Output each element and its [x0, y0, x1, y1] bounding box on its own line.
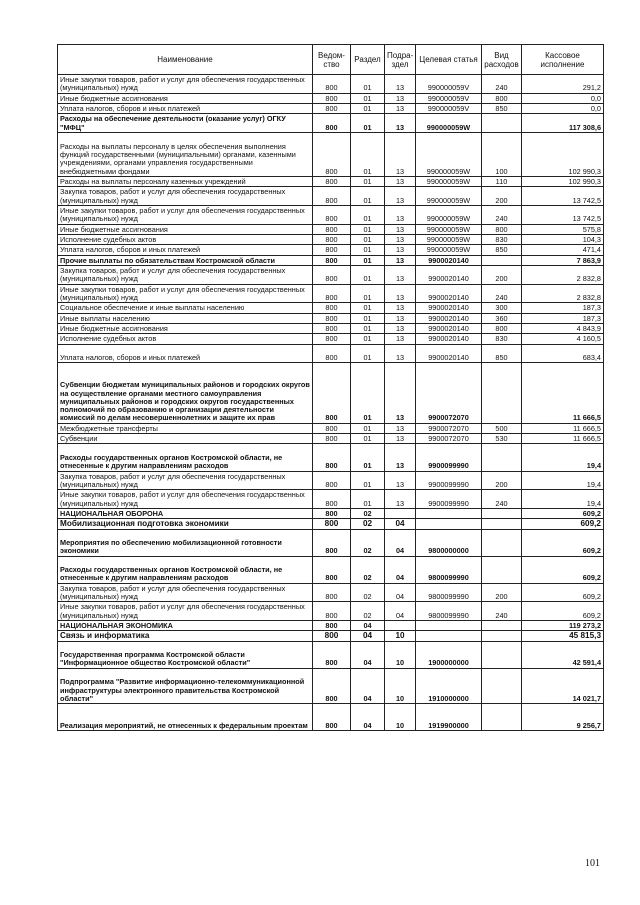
row-section: 04 — [351, 621, 385, 631]
row-subsection: 13 — [385, 176, 416, 186]
table-row — [58, 303, 604, 313]
row-section: 01 — [351, 344, 385, 363]
row-subsection: 04 — [385, 519, 416, 529]
row-subsection: 13 — [385, 205, 416, 224]
table-row — [58, 234, 604, 244]
row-expense-type — [482, 556, 522, 583]
row-target-article: 990000059W — [416, 176, 482, 186]
row-name: Связь и информатика — [58, 631, 313, 641]
row-target-article: 9900099990 — [416, 444, 482, 471]
row-expense-type: 850 — [482, 344, 522, 363]
row-subsection: 13 — [385, 444, 416, 471]
row-execution: 117 308,6 — [522, 114, 604, 133]
row-section: 04 — [351, 668, 385, 703]
row-expense-type — [482, 508, 522, 518]
row-execution: 19,4 — [522, 471, 604, 490]
row-dept: 800 — [313, 75, 351, 94]
row-execution: 19,4 — [522, 490, 604, 509]
row-name: Расходы на выплаты персоналу казенных учреждений — [58, 176, 313, 186]
row-expense-type: 500 — [482, 423, 522, 433]
row-section: 01 — [351, 104, 385, 114]
row-execution: 609,2 — [522, 556, 604, 583]
row-target-article: 9900099990 — [416, 490, 482, 509]
table-row — [58, 583, 604, 602]
row-section: 01 — [351, 434, 385, 444]
row-target-article: 9900072070 — [416, 423, 482, 433]
row-target-article: 9800000000 — [416, 529, 482, 556]
row-dept: 800 — [313, 344, 351, 363]
row-section: 01 — [351, 93, 385, 103]
row-expense-type: 830 — [482, 234, 522, 244]
table-row — [58, 621, 604, 631]
row-execution: 609,2 — [522, 529, 604, 556]
row-dept: 800 — [313, 224, 351, 234]
table-row — [58, 245, 604, 255]
row-target-article: 990000059W — [416, 205, 482, 224]
row-dept: 800 — [313, 133, 351, 177]
row-section: 01 — [351, 444, 385, 471]
row-expense-type: 200 — [482, 583, 522, 602]
row-name: НАЦИОНАЛЬНАЯ ЭКОНОМИКА — [58, 621, 313, 631]
row-name: Прочие выплаты по обязательствам Костромской области — [58, 255, 313, 265]
row-target-article: 9900020140 — [416, 303, 482, 313]
table-row — [58, 104, 604, 114]
row-name: Исполнение судебных актов — [58, 234, 313, 244]
table-row — [58, 490, 604, 509]
table-row — [58, 75, 604, 94]
row-expense-type — [482, 668, 522, 703]
row-expense-type: 240 — [482, 602, 522, 621]
row-target-article: 9900020140 — [416, 265, 482, 284]
table-row — [58, 187, 604, 206]
row-dept: 800 — [313, 704, 351, 731]
row-name: Субвенции бюджетам муниципальных районов и городских округов на осуществление органами местного самоуправления муниципальных районов и городских округов государственных полномочий по образованию и организации деятельности комиссий по делам несовершеннолетних и защите их прав — [58, 363, 313, 423]
row-name: Уплата налогов, сборов и иных платежей — [58, 104, 313, 114]
row-subsection: 13 — [385, 114, 416, 133]
row-target-article: 990000059W — [416, 224, 482, 234]
table-row — [58, 344, 604, 363]
row-expense-type — [482, 114, 522, 133]
table-row — [58, 444, 604, 471]
row-section: 01 — [351, 133, 385, 177]
row-expense-type: 240 — [482, 284, 522, 303]
row-subsection: 13 — [385, 104, 416, 114]
row-dept: 800 — [313, 334, 351, 344]
row-name: Иные бюджетные ассигнования — [58, 93, 313, 103]
row-name: Иные бюджетные ассигнования — [58, 323, 313, 333]
row-dept: 800 — [313, 583, 351, 602]
row-expense-type — [482, 363, 522, 423]
row-name: Реализация мероприятий, не отнесенных к федеральным проектам — [58, 704, 313, 731]
table-row — [58, 434, 604, 444]
row-dept: 800 — [313, 187, 351, 206]
row-section: 01 — [351, 334, 385, 344]
row-section: 01 — [351, 245, 385, 255]
row-section: 01 — [351, 205, 385, 224]
row-execution: 187,3 — [522, 313, 604, 323]
row-execution: 609,2 — [522, 583, 604, 602]
row-dept: 800 — [313, 265, 351, 284]
row-expense-type: 830 — [482, 334, 522, 344]
table-row — [58, 265, 604, 284]
row-subsection: 13 — [385, 344, 416, 363]
row-subsection: 10 — [385, 704, 416, 731]
row-subsection: 04 — [385, 583, 416, 602]
row-subsection: 13 — [385, 93, 416, 103]
row-name: Социальное обеспечение и иные выплаты населению — [58, 303, 313, 313]
row-target-article: 990000059V — [416, 75, 482, 94]
row-subsection: 10 — [385, 631, 416, 641]
row-dept: 800 — [313, 303, 351, 313]
row-execution: 102 990,3 — [522, 133, 604, 177]
row-section: 01 — [351, 265, 385, 284]
row-execution: 609,2 — [522, 508, 604, 518]
row-name: Уплата налогов, сборов и иных платежей — [58, 245, 313, 255]
budget-table-sheet — [57, 44, 603, 731]
table-header — [58, 45, 604, 75]
table-row — [58, 284, 604, 303]
row-target-article: 9900020140 — [416, 323, 482, 333]
table-row — [58, 471, 604, 490]
row-name: Мобилизационная подготовка экономики — [58, 519, 313, 529]
row-target-article: 9800099990 — [416, 583, 482, 602]
row-section: 01 — [351, 284, 385, 303]
table-row — [58, 224, 604, 234]
row-dept: 800 — [313, 93, 351, 103]
table-row — [58, 114, 604, 133]
row-dept: 800 — [313, 631, 351, 641]
row-dept: 800 — [313, 641, 351, 668]
row-subsection: 13 — [385, 313, 416, 323]
row-section: 01 — [351, 187, 385, 206]
row-execution: 11 666,5 — [522, 363, 604, 423]
row-dept: 800 — [313, 602, 351, 621]
page-number: 101 — [585, 858, 600, 869]
table-row — [58, 176, 604, 186]
row-execution: 471,4 — [522, 245, 604, 255]
row-name: Иные закупки товаров, работ и услуг для обеспечения государственных (муниципальных) нужд — [58, 490, 313, 509]
table-row — [58, 323, 604, 333]
row-execution: 14 021,7 — [522, 668, 604, 703]
row-expense-type: 800 — [482, 224, 522, 234]
row-expense-type — [482, 631, 522, 641]
row-dept: 800 — [313, 621, 351, 631]
row-target-article: 9900072070 — [416, 434, 482, 444]
row-subsection: 13 — [385, 234, 416, 244]
row-dept: 800 — [313, 423, 351, 433]
row-name: Мероприятия по обеспечению мобилизационной готовности экономики — [58, 529, 313, 556]
row-name: Закупка товаров, работ и услуг для обеспечения государственных (муниципальных) нужд — [58, 583, 313, 602]
row-execution: 2 832,8 — [522, 265, 604, 284]
row-name: Закупка товаров, работ и услуг для обеспечения государственных (муниципальных) нужд — [58, 265, 313, 284]
row-dept: 800 — [313, 490, 351, 509]
row-execution: 11 666,5 — [522, 423, 604, 433]
row-section: 02 — [351, 529, 385, 556]
row-target-article: 990000059W — [416, 187, 482, 206]
budget-table — [57, 44, 604, 731]
row-target-article: 9900099990 — [416, 471, 482, 490]
row-target-article: 9800099990 — [416, 556, 482, 583]
row-expense-type: 240 — [482, 205, 522, 224]
table-row — [58, 313, 604, 323]
table-row — [58, 363, 604, 423]
row-expense-type: 360 — [482, 313, 522, 323]
row-target-article: 990000059V — [416, 104, 482, 114]
row-execution: 187,3 — [522, 303, 604, 313]
row-subsection: 13 — [385, 323, 416, 333]
row-execution: 4 843,9 — [522, 323, 604, 333]
row-dept: 800 — [313, 556, 351, 583]
row-target-article: 990000059W — [416, 114, 482, 133]
row-target-article: 1900000000 — [416, 641, 482, 668]
row-subsection: 13 — [385, 245, 416, 255]
row-subsection: 13 — [385, 334, 416, 344]
row-section: 01 — [351, 313, 385, 323]
row-execution: 13 742,5 — [522, 187, 604, 206]
col-header-dept: Ведом-ство — [313, 45, 351, 75]
row-subsection: 13 — [385, 284, 416, 303]
row-name: Иные бюджетные ассигнования — [58, 224, 313, 234]
row-dept: 800 — [313, 176, 351, 186]
row-expense-type — [482, 641, 522, 668]
row-section: 02 — [351, 508, 385, 518]
row-section: 04 — [351, 704, 385, 731]
row-dept: 800 — [313, 205, 351, 224]
row-section: 01 — [351, 471, 385, 490]
row-name: Закупка товаров, работ и услуг для обеспечения государственных (муниципальных) нужд — [58, 187, 313, 206]
row-subsection: 13 — [385, 75, 416, 94]
row-execution: 13 742,5 — [522, 205, 604, 224]
row-execution: 609,2 — [522, 519, 604, 529]
row-subsection: 04 — [385, 529, 416, 556]
row-dept: 800 — [313, 529, 351, 556]
row-section: 04 — [351, 631, 385, 641]
col-header-name: Наименование — [58, 45, 313, 75]
row-name: Межбюджетные трансферты — [58, 423, 313, 433]
row-subsection: 13 — [385, 471, 416, 490]
row-name: НАЦИОНАЛЬНАЯ ОБОРОНА — [58, 508, 313, 518]
row-target-article: 9900020140 — [416, 344, 482, 363]
table-row — [58, 133, 604, 177]
table-row — [58, 255, 604, 265]
row-section: 01 — [351, 224, 385, 234]
row-section: 01 — [351, 176, 385, 186]
row-dept: 800 — [313, 284, 351, 303]
row-name: Расходы государственных органов Костромской области, не отнесенные к другим направлениям расходов — [58, 556, 313, 583]
row-name: Иные закупки товаров, работ и услуг для обеспечения государственных (муниципальных) нужд — [58, 205, 313, 224]
row-section: 01 — [351, 490, 385, 509]
row-section: 01 — [351, 234, 385, 244]
row-subsection — [385, 508, 416, 518]
row-target-article: 990000059W — [416, 234, 482, 244]
row-section: 01 — [351, 303, 385, 313]
row-name: Иные закупки товаров, работ и услуг для обеспечения государственных (муниципальных) нужд — [58, 284, 313, 303]
row-dept: 800 — [313, 245, 351, 255]
row-execution: 683,4 — [522, 344, 604, 363]
row-dept: 800 — [313, 313, 351, 323]
row-name: Закупка товаров, работ и услуг для обеспечения государственных (муниципальных) нужд — [58, 471, 313, 490]
row-dept: 800 — [313, 104, 351, 114]
col-header-target-article: Целевая статья — [416, 45, 482, 75]
row-dept: 800 — [313, 234, 351, 244]
row-subsection: 13 — [385, 224, 416, 234]
row-section: 01 — [351, 114, 385, 133]
row-expense-type: 850 — [482, 104, 522, 114]
row-name: Субвенции — [58, 434, 313, 444]
row-dept: 800 — [313, 444, 351, 471]
table-row — [58, 556, 604, 583]
row-expense-type: 800 — [482, 93, 522, 103]
row-expense-type — [482, 704, 522, 731]
row-subsection: 13 — [385, 133, 416, 177]
row-target-article: 1919900000 — [416, 704, 482, 731]
row-expense-type: 200 — [482, 265, 522, 284]
row-execution: 102 990,3 — [522, 176, 604, 186]
row-subsection: 10 — [385, 668, 416, 703]
row-execution: 4 160,5 — [522, 334, 604, 344]
row-dept: 800 — [313, 471, 351, 490]
row-expense-type: 200 — [482, 187, 522, 206]
row-expense-type: 110 — [482, 176, 522, 186]
row-dept: 800 — [313, 434, 351, 444]
table-row — [58, 631, 604, 641]
row-section: 02 — [351, 602, 385, 621]
row-execution: 291,2 — [522, 75, 604, 94]
row-target-article: 990000059W — [416, 133, 482, 177]
row-name: Иные закупки товаров, работ и услуг для обеспечения государственных (муниципальных) нужд — [58, 75, 313, 94]
row-dept: 800 — [313, 114, 351, 133]
table-row — [58, 205, 604, 224]
row-execution: 0,0 — [522, 93, 604, 103]
row-subsection: 04 — [385, 556, 416, 583]
row-target-article: 990000059W — [416, 245, 482, 255]
col-header-expense-type: Вид расходов — [482, 45, 522, 75]
row-subsection: 10 — [385, 641, 416, 668]
row-section: 01 — [351, 323, 385, 333]
table-row — [58, 529, 604, 556]
row-name: Расходы на обеспечение деятельности (оказание услуг) ОГКУ "МФЦ" — [58, 114, 313, 133]
row-expense-type: 850 — [482, 245, 522, 255]
row-expense-type: 240 — [482, 75, 522, 94]
row-expense-type — [482, 519, 522, 529]
row-execution: 42 591,4 — [522, 641, 604, 668]
row-name: Подпрограмма "Развитие информационно-телекоммуникационной инфраструктуры электронного правительства Костромской области" — [58, 668, 313, 703]
table-row — [58, 93, 604, 103]
table-row — [58, 423, 604, 433]
row-section: 01 — [351, 363, 385, 423]
row-expense-type: 800 — [482, 323, 522, 333]
row-dept: 800 — [313, 519, 351, 529]
row-subsection: 13 — [385, 187, 416, 206]
row-subsection: 04 — [385, 602, 416, 621]
table-row — [58, 334, 604, 344]
row-target-article — [416, 631, 482, 641]
row-target-article — [416, 508, 482, 518]
row-subsection: 13 — [385, 265, 416, 284]
row-name: Государственная программа Костромской области "Информационное общество Костромской области" — [58, 641, 313, 668]
row-dept: 800 — [313, 323, 351, 333]
row-execution: 2 832,8 — [522, 284, 604, 303]
row-target-article: 9900072070 — [416, 363, 482, 423]
row-expense-type: 100 — [482, 133, 522, 177]
row-execution: 609,2 — [522, 602, 604, 621]
row-execution: 9 256,7 — [522, 704, 604, 731]
table-row — [58, 508, 604, 518]
row-dept: 800 — [313, 255, 351, 265]
row-execution: 19,4 — [522, 444, 604, 471]
row-expense-type: 200 — [482, 471, 522, 490]
table-row — [58, 704, 604, 731]
row-dept: 800 — [313, 668, 351, 703]
table-row — [58, 641, 604, 668]
row-section: 01 — [351, 255, 385, 265]
row-execution: 7 863,9 — [522, 255, 604, 265]
row-expense-type — [482, 444, 522, 471]
row-dept: 800 — [313, 363, 351, 423]
row-expense-type: 240 — [482, 490, 522, 509]
row-section: 02 — [351, 519, 385, 529]
row-subsection: 13 — [385, 255, 416, 265]
row-target-article — [416, 519, 482, 529]
row-target-article: 990000059V — [416, 93, 482, 103]
row-name: Расходы на выплаты персоналу в целях обеспечения выполнения функций государственными (муниципальными) органами, казенными учреждениями, органами управления государственными внебюджетными фондами — [58, 133, 313, 177]
row-target-article — [416, 621, 482, 631]
row-target-article: 1910000000 — [416, 668, 482, 703]
row-subsection — [385, 621, 416, 631]
row-execution: 45 815,3 — [522, 631, 604, 641]
row-target-article: 9900020140 — [416, 313, 482, 323]
row-expense-type: 300 — [482, 303, 522, 313]
row-execution: 575,8 — [522, 224, 604, 234]
col-header-section: Раздел — [351, 45, 385, 75]
row-target-article: 9800099990 — [416, 602, 482, 621]
row-name: Иные закупки товаров, работ и услуг для обеспечения государственных (муниципальных) нужд — [58, 602, 313, 621]
row-target-article: 9900020140 — [416, 284, 482, 303]
row-target-article: 9900020140 — [416, 255, 482, 265]
row-execution: 104,3 — [522, 234, 604, 244]
row-subsection: 13 — [385, 423, 416, 433]
table-row — [58, 519, 604, 529]
row-section: 02 — [351, 583, 385, 602]
row-section: 04 — [351, 641, 385, 668]
row-name: Расходы государственных органов Костромской области, не отнесенные к другим направлениям расходов — [58, 444, 313, 471]
col-header-subsection: Подра-здел — [385, 45, 416, 75]
row-subsection: 13 — [385, 303, 416, 313]
row-name: Иные выплаты населению — [58, 313, 313, 323]
row-target-article: 9900020140 — [416, 334, 482, 344]
row-expense-type — [482, 529, 522, 556]
table-row — [58, 668, 604, 703]
row-dept: 800 — [313, 508, 351, 518]
row-subsection: 13 — [385, 490, 416, 509]
row-name: Уплата налогов, сборов и иных платежей — [58, 344, 313, 363]
row-expense-type — [482, 621, 522, 631]
row-section: 01 — [351, 423, 385, 433]
row-execution: 11 666,5 — [522, 434, 604, 444]
col-header-execution: Кассовое исполнение — [522, 45, 604, 75]
table-row — [58, 602, 604, 621]
row-expense-type: 530 — [482, 434, 522, 444]
row-subsection: 13 — [385, 434, 416, 444]
row-subsection: 13 — [385, 363, 416, 423]
row-section: 01 — [351, 75, 385, 94]
row-section: 02 — [351, 556, 385, 583]
row-name: Исполнение судебных актов — [58, 334, 313, 344]
row-execution: 0,0 — [522, 104, 604, 114]
row-expense-type — [482, 255, 522, 265]
row-execution: 119 273,2 — [522, 621, 604, 631]
